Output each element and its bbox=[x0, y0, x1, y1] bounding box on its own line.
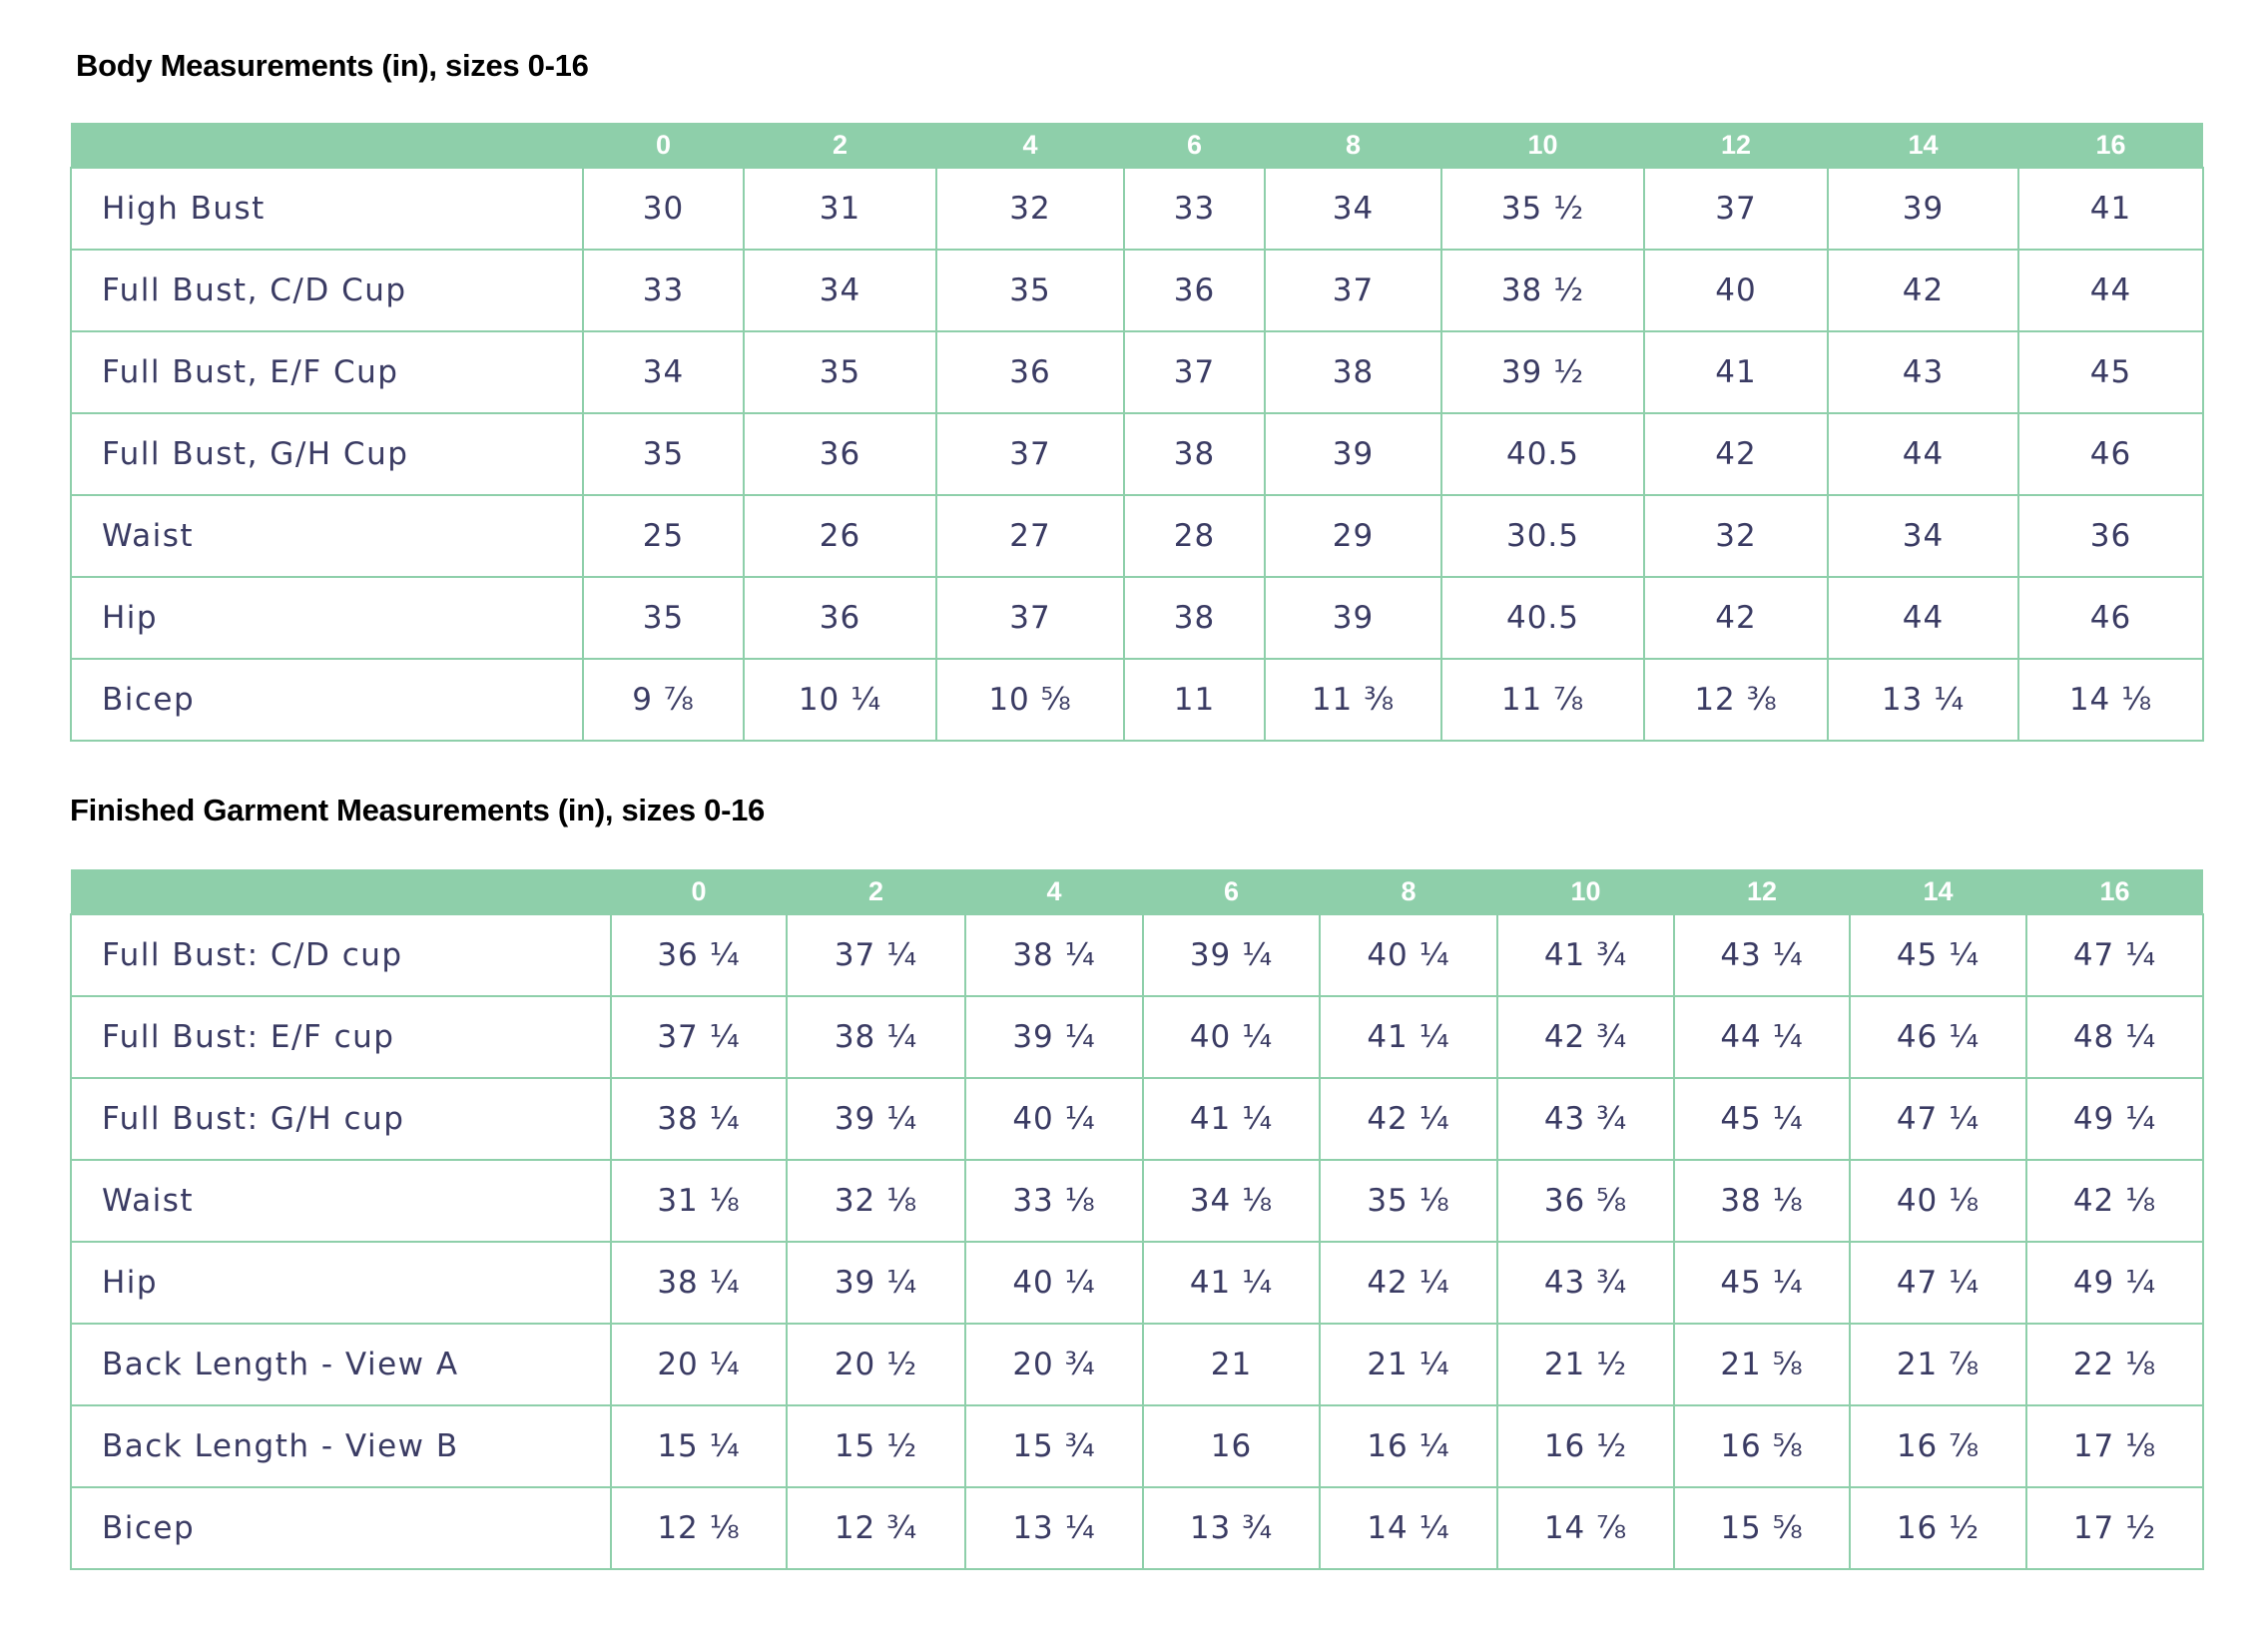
table-row bbox=[71, 1405, 2203, 1487]
measurement-cell: 38 ¼ bbox=[787, 996, 965, 1078]
measurement-cell: 33 ⅛ bbox=[965, 1160, 1143, 1242]
measurement-cell: 42 ⅛ bbox=[2026, 1160, 2203, 1242]
measurement-cell: 41 ¾ bbox=[1497, 914, 1674, 996]
measurement-cell: 21 ½ bbox=[1497, 1324, 1674, 1405]
size-header-cell: 12 bbox=[1644, 123, 1828, 168]
measurement-cell: 47 ¼ bbox=[1850, 1242, 2026, 1324]
table-row bbox=[71, 577, 2203, 659]
measurement-cell: 27 bbox=[936, 495, 1124, 577]
measurement-cell: 38 ¼ bbox=[611, 1078, 787, 1160]
measurement-cell: 10 ⅝ bbox=[936, 659, 1124, 741]
measurement-cell: 46 bbox=[2018, 413, 2203, 495]
measurement-cell: 11 bbox=[1124, 659, 1265, 741]
measurement-cell: 42 bbox=[1644, 413, 1828, 495]
row-label: Full Bust, C/D Cup bbox=[71, 250, 583, 331]
measurement-cell: 45 ¼ bbox=[1850, 914, 2026, 996]
measurement-cell: 12 ⅜ bbox=[1644, 659, 1828, 741]
measurement-cell: 49 ¼ bbox=[2026, 1242, 2203, 1324]
measurement-cell: 43 ¾ bbox=[1497, 1078, 1674, 1160]
measurement-cell: 21 ¼ bbox=[1320, 1324, 1497, 1405]
measurement-cell: 16 ⅝ bbox=[1674, 1405, 1850, 1487]
measurement-cell: 38 ½ bbox=[1441, 250, 1644, 331]
size-header-cell: 10 bbox=[1441, 123, 1644, 168]
measurement-cell: 35 bbox=[936, 250, 1124, 331]
table-row bbox=[71, 495, 2203, 577]
table-row bbox=[71, 659, 2203, 741]
measurement-cell: 41 ¼ bbox=[1143, 1242, 1320, 1324]
table-row bbox=[71, 331, 2203, 413]
measurement-cell: 41 bbox=[1644, 331, 1828, 413]
measurement-cell: 42 ¼ bbox=[1320, 1242, 1497, 1324]
measurement-cell: 47 ¼ bbox=[1850, 1078, 2026, 1160]
measurement-cell: 37 bbox=[1265, 250, 1441, 331]
table-row bbox=[71, 1324, 2203, 1405]
measurement-cell: 40.5 bbox=[1441, 413, 1644, 495]
measurement-cell: 42 ¼ bbox=[1320, 1078, 1497, 1160]
measurement-cell: 39 ¼ bbox=[787, 1242, 965, 1324]
measurement-cell: 35 bbox=[583, 413, 744, 495]
row-label: Full Bust, E/F Cup bbox=[71, 331, 583, 413]
measurement-cell: 37 bbox=[936, 577, 1124, 659]
measurement-cell: 41 ¼ bbox=[1320, 996, 1497, 1078]
measurement-cell: 36 ¼ bbox=[611, 914, 787, 996]
measurement-cell: 16 ½ bbox=[1497, 1405, 1674, 1487]
measurement-cell: 44 bbox=[1828, 413, 2018, 495]
row-label: Back Length - View A bbox=[71, 1324, 611, 1405]
measurement-cell: 33 bbox=[583, 250, 744, 331]
measurement-cell: 34 bbox=[744, 250, 936, 331]
table-row bbox=[71, 168, 2203, 250]
measurement-cell: 36 bbox=[936, 331, 1124, 413]
measurement-cell: 40 ¼ bbox=[965, 1078, 1143, 1160]
measurement-cell: 39 bbox=[1265, 413, 1441, 495]
measurement-cell: 39 ¼ bbox=[965, 996, 1143, 1078]
measurement-cell: 36 bbox=[1124, 250, 1265, 331]
measurement-cell: 42 bbox=[1828, 250, 2018, 331]
measurement-cell: 13 ¼ bbox=[1828, 659, 2018, 741]
body-measurements-title: Body Measurements (in), sizes 0-16 bbox=[76, 48, 589, 83]
table-row bbox=[71, 1242, 2203, 1324]
measurement-cell: 43 bbox=[1828, 331, 2018, 413]
measurement-cell: 15 ½ bbox=[787, 1405, 965, 1487]
measurement-cell: 42 bbox=[1644, 577, 1828, 659]
header-corner-cell bbox=[71, 869, 611, 914]
measurement-cell: 13 ¾ bbox=[1143, 1487, 1320, 1569]
body-measurements-table bbox=[70, 123, 2204, 742]
measurement-cell: 45 bbox=[2018, 331, 2203, 413]
measurement-cell: 34 ⅛ bbox=[1143, 1160, 1320, 1242]
size-header-cell: 0 bbox=[583, 123, 744, 168]
size-header-cell: 6 bbox=[1124, 123, 1265, 168]
size-header-cell: 6 bbox=[1143, 869, 1320, 914]
row-label: Back Length - View B bbox=[71, 1405, 611, 1487]
measurement-cell: 38 bbox=[1124, 577, 1265, 659]
size-header-cell: 12 bbox=[1674, 869, 1850, 914]
measurement-cell: 37 bbox=[936, 413, 1124, 495]
measurement-cell: 32 bbox=[936, 168, 1124, 250]
measurement-cell: 48 ¼ bbox=[2026, 996, 2203, 1078]
size-header-cell: 2 bbox=[744, 123, 936, 168]
size-header-cell: 14 bbox=[1850, 869, 2026, 914]
row-label: Full Bust: G/H cup bbox=[71, 1078, 611, 1160]
size-header-cell: 16 bbox=[2026, 869, 2203, 914]
measurement-cell: 40 ⅛ bbox=[1850, 1160, 2026, 1242]
measurement-cell: 39 bbox=[1265, 577, 1441, 659]
measurement-cell: 40 ¼ bbox=[1143, 996, 1320, 1078]
measurement-cell: 37 ¼ bbox=[611, 996, 787, 1078]
row-label: Waist bbox=[71, 1160, 611, 1242]
measurement-cell: 37 ¼ bbox=[787, 914, 965, 996]
size-header-cell: 8 bbox=[1265, 123, 1441, 168]
measurement-cell: 10 ¼ bbox=[744, 659, 936, 741]
row-label: Waist bbox=[71, 495, 583, 577]
measurement-cell: 21 ⅝ bbox=[1674, 1324, 1850, 1405]
measurement-cell: 14 ⅛ bbox=[2018, 659, 2203, 741]
measurement-cell: 35 ½ bbox=[1441, 168, 1644, 250]
row-label: Hip bbox=[71, 1242, 611, 1324]
measurement-cell: 14 ¼ bbox=[1320, 1487, 1497, 1569]
measurement-cell: 35 ⅛ bbox=[1320, 1160, 1497, 1242]
table-row bbox=[71, 914, 2203, 996]
measurement-cell: 41 bbox=[2018, 168, 2203, 250]
measurement-cell: 38 ¼ bbox=[965, 914, 1143, 996]
size-header-cell: 8 bbox=[1320, 869, 1497, 914]
table-row bbox=[71, 250, 2203, 331]
measurement-cell: 46 bbox=[2018, 577, 2203, 659]
measurement-cell: 20 ¾ bbox=[965, 1324, 1143, 1405]
table-row bbox=[71, 1487, 2203, 1569]
measurement-cell: 13 ¼ bbox=[965, 1487, 1143, 1569]
measurement-cell: 34 bbox=[583, 331, 744, 413]
measurement-cell: 34 bbox=[1828, 495, 2018, 577]
garment-measurements-table bbox=[70, 869, 2204, 1570]
measurement-cell: 44 bbox=[1828, 577, 2018, 659]
measurement-cell: 15 ¾ bbox=[965, 1405, 1143, 1487]
measurement-cell: 28 bbox=[1124, 495, 1265, 577]
measurement-cell: 36 bbox=[744, 577, 936, 659]
row-label: Full Bust: C/D cup bbox=[71, 914, 611, 996]
measurement-cell: 43 ¼ bbox=[1674, 914, 1850, 996]
measurement-cell: 45 ¼ bbox=[1674, 1078, 1850, 1160]
measurement-cell: 16 ¼ bbox=[1320, 1405, 1497, 1487]
table-row bbox=[71, 1160, 2203, 1242]
measurement-cell: 16 bbox=[1143, 1405, 1320, 1487]
measurement-cell: 30.5 bbox=[1441, 495, 1644, 577]
measurement-cell: 20 ½ bbox=[787, 1324, 965, 1405]
header-corner-cell bbox=[71, 123, 583, 168]
size-header-cell: 2 bbox=[787, 869, 965, 914]
measurement-cell: 44 ¼ bbox=[1674, 996, 1850, 1078]
measurement-cell: 44 bbox=[2018, 250, 2203, 331]
measurement-cell: 40 bbox=[1644, 250, 1828, 331]
row-label: High Bust bbox=[71, 168, 583, 250]
measurement-cell: 14 ⅞ bbox=[1497, 1487, 1674, 1569]
measurement-cell: 12 ¾ bbox=[787, 1487, 965, 1569]
size-header-cell: 0 bbox=[611, 869, 787, 914]
size-header-row bbox=[71, 869, 2203, 914]
row-label: Bicep bbox=[71, 1487, 611, 1569]
measurement-cell: 40.5 bbox=[1441, 577, 1644, 659]
measurement-cell: 39 bbox=[1828, 168, 2018, 250]
row-label: Bicep bbox=[71, 659, 583, 741]
measurement-cell: 42 ¾ bbox=[1497, 996, 1674, 1078]
measurement-cell: 38 bbox=[1124, 413, 1265, 495]
measurement-cell: 39 ½ bbox=[1441, 331, 1644, 413]
measurement-cell: 22 ⅛ bbox=[2026, 1324, 2203, 1405]
measurement-cell: 38 ⅛ bbox=[1674, 1160, 1850, 1242]
measurement-cell: 16 ½ bbox=[1850, 1487, 2026, 1569]
measurement-cell: 11 ⅜ bbox=[1265, 659, 1441, 741]
measurement-cell: 12 ⅛ bbox=[611, 1487, 787, 1569]
size-header-cell: 4 bbox=[936, 123, 1124, 168]
size-header-cell: 10 bbox=[1497, 869, 1674, 914]
row-label: Hip bbox=[71, 577, 583, 659]
measurement-cell: 38 bbox=[1265, 331, 1441, 413]
table-row bbox=[71, 413, 2203, 495]
measurement-cell: 47 ¼ bbox=[2026, 914, 2203, 996]
measurement-cell: 15 ¼ bbox=[611, 1405, 787, 1487]
measurement-cell: 40 ¼ bbox=[965, 1242, 1143, 1324]
size-header-row bbox=[71, 123, 2203, 168]
measurement-cell: 37 bbox=[1644, 168, 1828, 250]
measurement-cell: 15 ⅝ bbox=[1674, 1487, 1850, 1569]
garment-measurements-title: Finished Garment Measurements (in), sizes 0-16 bbox=[70, 793, 765, 827]
measurement-cell: 35 bbox=[583, 577, 744, 659]
measurement-cell: 30 bbox=[583, 168, 744, 250]
measurement-cell: 43 ¾ bbox=[1497, 1242, 1674, 1324]
size-header-cell: 16 bbox=[2018, 123, 2203, 168]
measurement-cell: 31 bbox=[744, 168, 936, 250]
measurement-cell: 20 ¼ bbox=[611, 1324, 787, 1405]
measurement-cell: 32 bbox=[1644, 495, 1828, 577]
measurement-cell: 41 ¼ bbox=[1143, 1078, 1320, 1160]
measurement-cell: 9 ⅞ bbox=[583, 659, 744, 741]
measurement-cell: 45 ¼ bbox=[1674, 1242, 1850, 1324]
table-row bbox=[71, 1078, 2203, 1160]
measurement-cell: 40 ¼ bbox=[1320, 914, 1497, 996]
measurement-cell: 21 ⅞ bbox=[1850, 1324, 2026, 1405]
measurement-cell: 34 bbox=[1265, 168, 1441, 250]
size-header-cell: 4 bbox=[965, 869, 1143, 914]
measurement-cell: 11 ⅞ bbox=[1441, 659, 1644, 741]
measurement-cell: 32 ⅛ bbox=[787, 1160, 965, 1242]
measurement-cell: 17 ⅛ bbox=[2026, 1405, 2203, 1487]
measurement-cell: 36 bbox=[2018, 495, 2203, 577]
row-label: Full Bust, G/H Cup bbox=[71, 413, 583, 495]
measurement-cell: 36 ⅝ bbox=[1497, 1160, 1674, 1242]
table-row bbox=[71, 996, 2203, 1078]
measurement-cell: 31 ⅛ bbox=[611, 1160, 787, 1242]
measurement-cell: 17 ½ bbox=[2026, 1487, 2203, 1569]
measurement-cell: 26 bbox=[744, 495, 936, 577]
size-header-cell: 14 bbox=[1828, 123, 2018, 168]
measurement-cell: 46 ¼ bbox=[1850, 996, 2026, 1078]
measurement-cell: 35 bbox=[744, 331, 936, 413]
measurement-cell: 39 ¼ bbox=[1143, 914, 1320, 996]
measurement-cell: 39 ¼ bbox=[787, 1078, 965, 1160]
measurement-cell: 29 bbox=[1265, 495, 1441, 577]
measurement-cell: 33 bbox=[1124, 168, 1265, 250]
measurement-cell: 36 bbox=[744, 413, 936, 495]
measurement-cell: 21 bbox=[1143, 1324, 1320, 1405]
measurement-cell: 37 bbox=[1124, 331, 1265, 413]
measurement-cell: 25 bbox=[583, 495, 744, 577]
row-label: Full Bust: E/F cup bbox=[71, 996, 611, 1078]
measurement-cell: 49 ¼ bbox=[2026, 1078, 2203, 1160]
measurement-cell: 16 ⅞ bbox=[1850, 1405, 2026, 1487]
measurement-cell: 38 ¼ bbox=[611, 1242, 787, 1324]
